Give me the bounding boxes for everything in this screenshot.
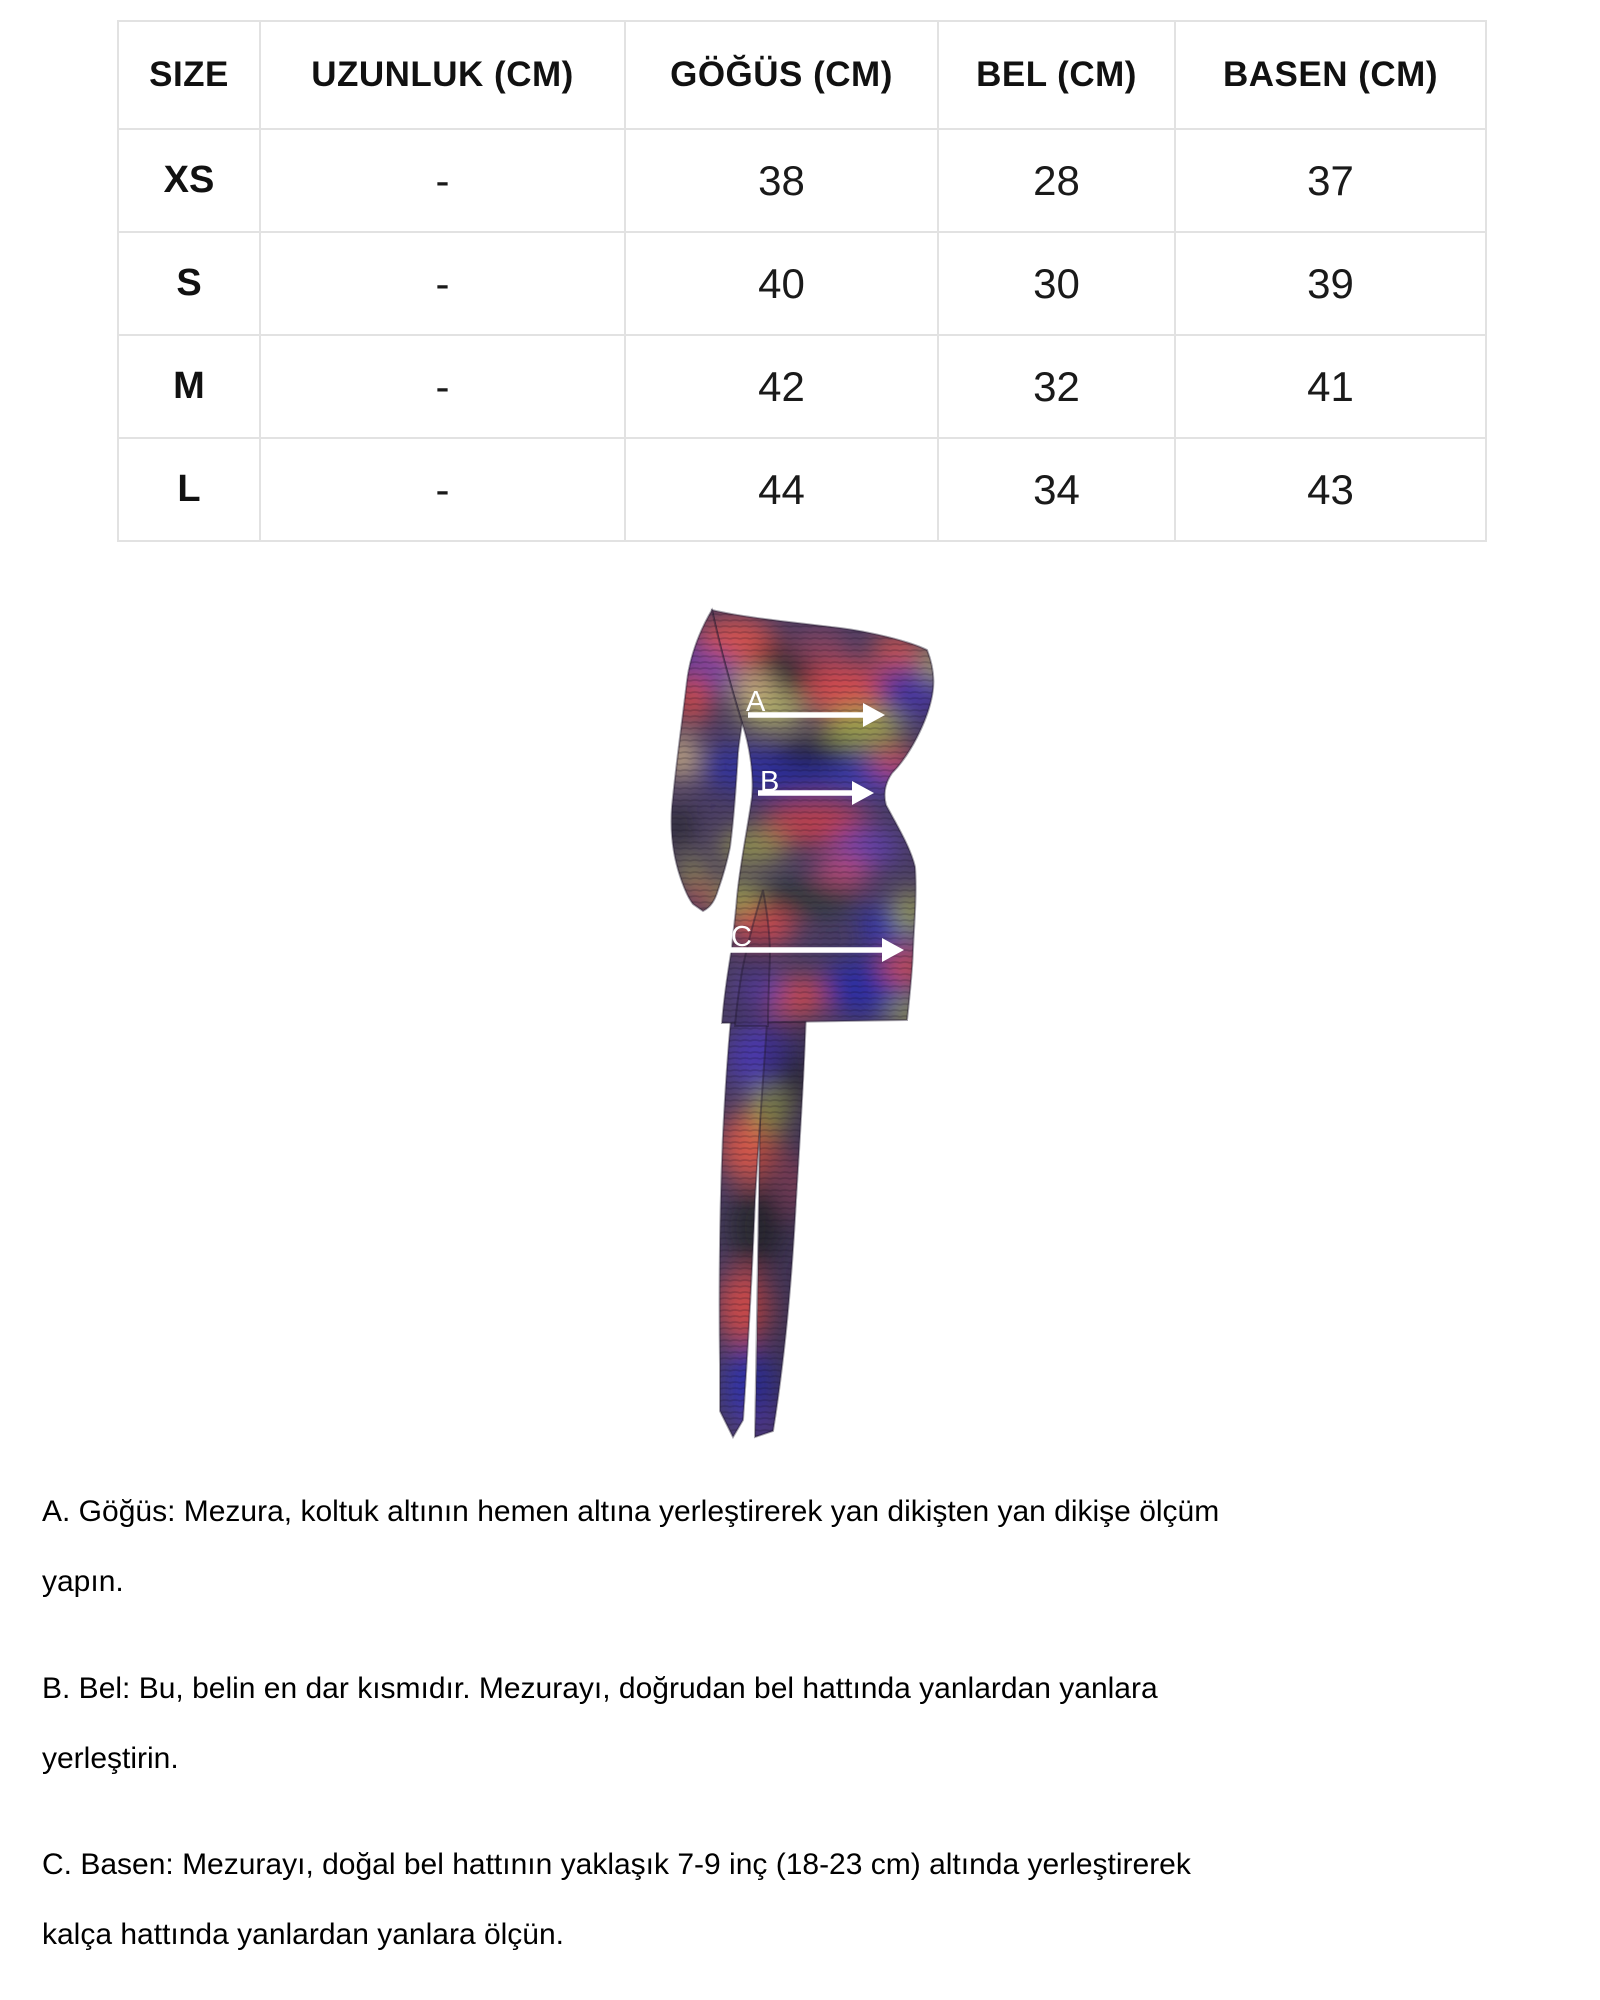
- header-cell-basen: BASEN (CM): [1175, 21, 1486, 129]
- instruction-bust: [42, 1477, 1562, 1617]
- size-cell: S: [118, 232, 260, 335]
- value-cell: 41: [1175, 335, 1486, 438]
- value-cell: 34: [938, 438, 1175, 541]
- header-cell-bel: BEL (CM): [938, 21, 1175, 129]
- table-header-row: [118, 21, 1486, 129]
- waist-arrow-label: B: [760, 766, 780, 798]
- header-cell-size: SIZE: [118, 21, 260, 129]
- instruction-bust-line2: yapın.: [42, 1565, 124, 1598]
- value-cell: 43: [1175, 438, 1486, 541]
- instruction-hips: [42, 1830, 1562, 1970]
- value-cell: 40: [625, 232, 938, 335]
- bust-arrow-label: A: [746, 686, 766, 718]
- size-cell: XS: [118, 129, 260, 232]
- size-chart-table: [117, 20, 1487, 542]
- value-cell: -: [260, 438, 625, 541]
- value-cell: 32: [938, 335, 1175, 438]
- dress-body: [610, 595, 1010, 1465]
- value-cell: 37: [1175, 129, 1486, 232]
- instruction-waist-line1: B. Bel: Bu, belin en dar kısmıdır. Mezurayı, doğrudan bel hattında yanlardan yanlara: [42, 1672, 1158, 1705]
- instruction-waist: [42, 1654, 1562, 1794]
- table-row-l: [118, 438, 1486, 541]
- size-cell: M: [118, 335, 260, 438]
- value-cell: 44: [625, 438, 938, 541]
- instruction-bust-line1: A. Göğüs: Mezura, koltuk altının hemen altına yerleştirerek yan dikişten yan dikişe ölçüm: [42, 1495, 1220, 1528]
- size-cell: L: [118, 438, 260, 541]
- value-cell: -: [260, 232, 625, 335]
- value-cell: 30: [938, 232, 1175, 335]
- table-row-s: [118, 232, 1486, 335]
- header-cell-uzunluk: UZUNLUK (CM): [260, 21, 625, 129]
- value-cell: 28: [938, 129, 1175, 232]
- value-cell: 39: [1175, 232, 1486, 335]
- value-cell: 38: [625, 129, 938, 232]
- size-diagram-image: [610, 595, 1010, 1465]
- hips-arrow-label: C: [731, 921, 752, 953]
- table-row-xs: [118, 129, 1486, 232]
- value-cell: -: [260, 129, 625, 232]
- table-row-m: [118, 335, 1486, 438]
- instruction-hips-line2: kalça hattında yanlardan yanlara ölçün.: [42, 1918, 565, 1951]
- value-cell: 42: [625, 335, 938, 438]
- header-cell-gogus: GÖĞÜS (CM): [625, 21, 938, 129]
- instruction-waist-line2: yerleştirin.: [42, 1742, 179, 1775]
- value-cell: -: [260, 335, 625, 438]
- instruction-hips-line1: C. Basen: Mezurayı, doğal bel hattının yaklaşık 7-9 inç (18-23 cm) altında yerleştirerek: [42, 1848, 1191, 1881]
